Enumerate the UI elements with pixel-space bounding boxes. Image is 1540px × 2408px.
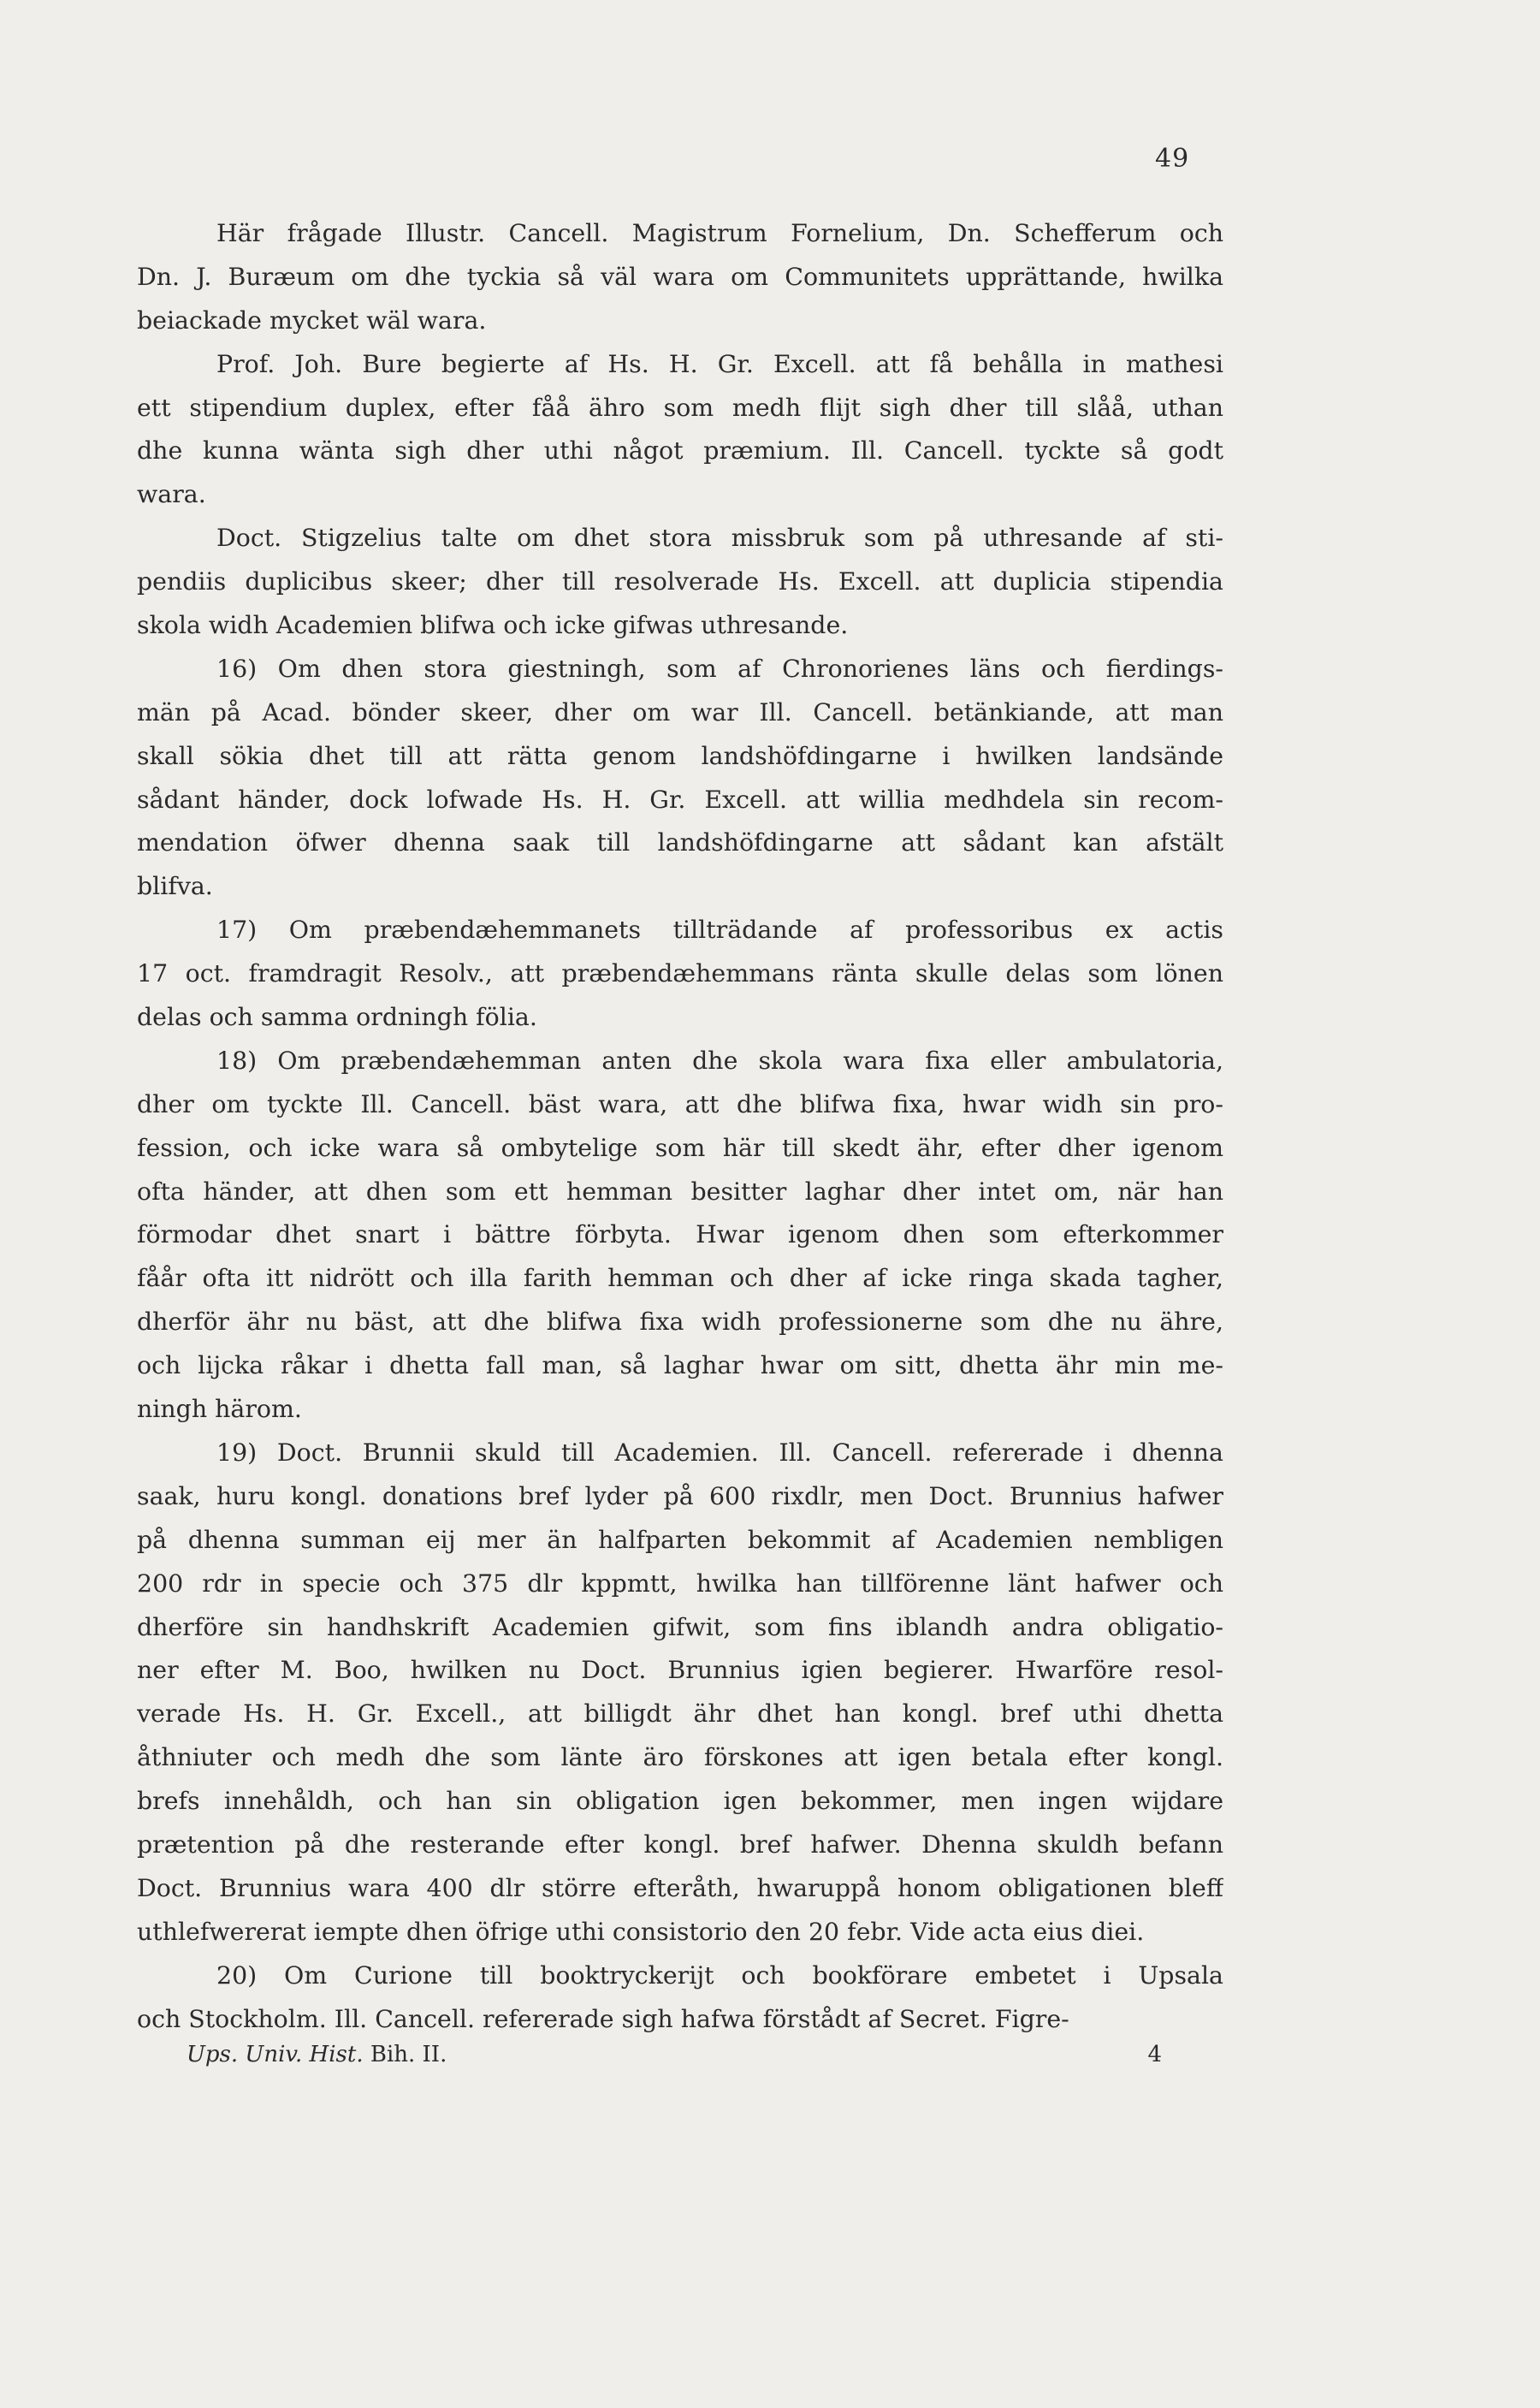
text-line: mendation öfwer dhenna saak till landshöfdingarne att sådant kan afstält: [137, 828, 1223, 857]
text-line: delas och samma ordningh fölia.: [137, 1003, 537, 1032]
footer-signature: 4: [1147, 2042, 1162, 2067]
text-line: wara.: [137, 480, 206, 509]
text-line: 18) Om præbendæhemman anten dhe skola wara fixa eller ambulatoria,: [216, 1046, 1223, 1075]
body-text: [137, 212, 1223, 2041]
text-line: män på Acad. bönder skeer, dher om war Ill. Cancell. betänkiande, att man: [137, 697, 1223, 727]
text-line: ofta händer, att dhen som ett hemman besitter laghar dher intet om, när han: [137, 1177, 1223, 1206]
text-line: dherföre sin handhskrift Academien gifwit, som fins iblandh andra obligatio-: [137, 1612, 1223, 1641]
text-line: fession, och icke wara så ombytelige som här till skedt ähr, efter dher igenom: [137, 1133, 1223, 1162]
page-footer: [187, 2042, 1162, 2067]
text-line: Doct. Brunnius wara 400 dlr större efteråth, hwaruppå honom obligationen bleff: [137, 1873, 1223, 1902]
text-line: uthlefwererat iempte dhen öfrige uthi consistorio den 20 febr. Vide acta eius diei.: [137, 1917, 1145, 1946]
text-line: pendiis duplicibus skeer; dher till resolverade Hs. Excell. att duplicia stipendia: [137, 567, 1223, 596]
text-line: dhe kunna wänta sigh dher uthi något præmium. Ill. Cancell. tyckte så godt: [137, 436, 1223, 466]
text-line: ner efter M. Boo, hwilken nu Doct. Brunnius igien begierer. Hwarföre resol-: [137, 1656, 1223, 1685]
text-line: Här frågade Illustr. Cancell. Magistrum Fornelium, Dn. Schefferum och: [216, 219, 1223, 247]
text-line: 17) Om præbendæhemmanets tillträdande af professoribus ex actis: [216, 916, 1223, 945]
text-line: och lijcka råkar i dhetta fall man, så laghar hwar om sitt, dhetta ähr min me-: [137, 1351, 1223, 1380]
text-line: ningh härom.: [137, 1395, 302, 1424]
footer-abbreviation: Ups. Univ. Hist.: [187, 2042, 364, 2067]
text-line: Dn. J. Buræum om dhe tyckia så väl wara om Communitets upprättande, hwilka: [137, 262, 1223, 291]
text-line: blifva.: [137, 872, 213, 901]
text-line: beiackade mycket wäl wara.: [137, 305, 487, 335]
text-line: förmodar dhet snart i bättre förbyta. Hwar igenom dhen som efterkommer: [137, 1220, 1223, 1249]
text-line: 16) Om dhen stora giestningh, som af Chronorienes läns och fierdings-: [216, 654, 1223, 683]
text-line: sådant händer, dock lofwade Hs. H. Gr. Excell. att willia medhdela sin recom-: [137, 785, 1223, 814]
text-line: 19) Doct. Brunnii skuld till Academien. Ill. Cancell. refererade i dhenna: [216, 1438, 1223, 1467]
text-line: på dhenna summan eij mer än halfparten bekommit af Academien nembligen: [137, 1525, 1223, 1554]
text-line: prætention på dhe resterande efter kongl. bref hafwer. Dhenna skuldh befann: [137, 1830, 1223, 1859]
text-line: ett stipendium duplex, efter fåå ähro som medh flijt sigh dher till slåå, uthan: [137, 393, 1223, 422]
footer-part: Bih. II.: [370, 2042, 447, 2067]
text-line: Prof. Joh. Bure begierte af Hs. H. Gr. Excell. att få behålla in mathesi: [216, 349, 1223, 378]
text-line: verade Hs. H. Gr. Excell., att billigdt ähr dhet han kongl. bref uthi dhetta: [137, 1699, 1223, 1729]
text-line: skall sökia dhet till att rätta genom landshöfdingarne i hwilken landsände: [137, 741, 1223, 770]
footer-source: [187, 2042, 447, 2067]
text-line: skola widh Academien blifwa och icke gifwas uthresande.: [137, 611, 849, 640]
text-line: Doct. Stigzelius talte om dhet stora missbruk som på uthresande af sti-: [216, 524, 1223, 553]
text-line: och Stockholm. Ill. Cancell. refererade sigh hafwa förstådt af Secret. Figre-: [137, 2004, 1069, 2033]
text-line: 17 oct. framdragit Resolv., att præbendæhemmans ränta skulle delas som lönen: [137, 959, 1223, 988]
text-line: åthniuter och medh dhe som länte äro förskones att igen betala efter kongl.: [137, 1743, 1223, 1772]
text-line: 200 rdr in specie och 375 dlr kppmtt, hwilka han tillförenne länt hafwer och: [137, 1569, 1223, 1598]
text-line: saak, huru kongl. donations bref lyder på 600 rixdlr, men Doct. Brunnius hafwer: [137, 1481, 1223, 1510]
page-number: 49: [1155, 144, 1190, 174]
text-line: dher om tyckte Ill. Cancell. bäst wara, att dhe blifwa fixa, hwar widh sin pro-: [137, 1089, 1223, 1118]
text-line: dherför ähr nu bäst, att dhe blifwa fixa widh professionerne som dhe nu ähre,: [137, 1308, 1223, 1337]
text-line: brefs innehåldh, och han sin obligation igen bekommer, men ingen wijdare: [137, 1787, 1223, 1816]
text-line: fåår ofta itt nidrött och illa farith hemman och dher af icke ringa skada tagher,: [137, 1264, 1223, 1293]
text-line: 20) Om Curione till booktryckerijt och bookförare embetet i Upsala: [216, 1960, 1223, 1990]
